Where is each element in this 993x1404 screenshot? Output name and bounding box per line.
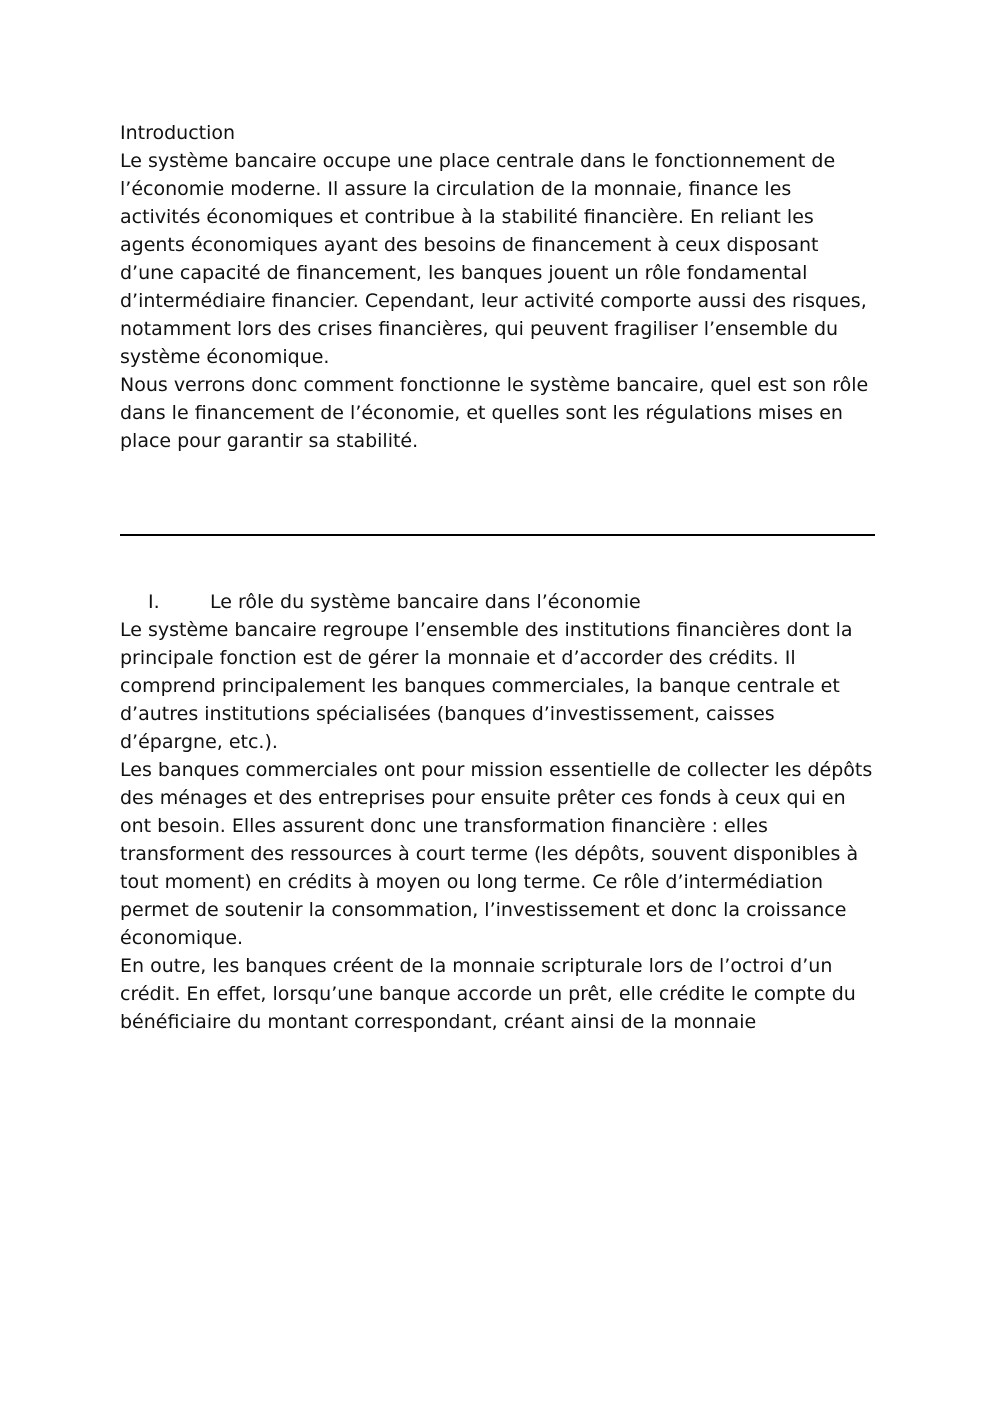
section-1-heading [120,588,875,616]
intro-heading: Introduction [120,122,236,144]
section-divider [120,534,875,536]
section-1-paragraph-2: Les banques commerciales ont pour mission essentielle de collecter les dépôts des ménages et des entreprises pour ensuite prêter ces fonds à ceux qui en ont besoin. Elles assurent donc une transformation financière : elles transforment des ressources à court terme (les dépôts, souvent disponibles à tout moment) en crédits à moyen ou long terme. Ce rôle d’intermédiation permet de soutenir la consommation, l’investissement et donc la croissance économique. [120,759,873,949]
section-1-title: Le rôle du système bancaire dans l’économie [210,591,641,613]
intro-paragraph-2: Nous verrons donc comment fonctionne le système bancaire, quel est son rôle dans le financement de l’économie, et quelles sont les régulations mises en place pour garantir sa stabilité. [120,374,869,452]
intro-paragraph-1: Le système bancaire occupe une place centrale dans le fonctionnement de l’économie moderne. Il assure la circulation de la monnaie, finance les activités économiques et contribue à la stabilité financière. En reliant les agents économiques ayant des besoins de financement à ceux disposant d’une capacité de financement, les banques jouent un rôle fondamental d’intermédiaire financier. Cependant, leur activité comporte aussi des risques, notamment lors des crises financières, qui peuvent fragiliser l’ensemble du système économique. [120,150,867,368]
section-1-paragraph-1: Le système bancaire regroupe l’ensemble des institutions financières dont la principale fonction est de gérer la monnaie et d’accorder des crédits. Il comprend principalement les banques commerciales, la banque centrale et d’autres institutions spécialisées (banques d’investissement, caisses d’épargne, etc.). [120,619,853,753]
section-1-number: I. [148,591,160,613]
section-1-paragraph-3: En outre, les banques créent de la monnaie scripturale lors de l’octroi d’un crédit. En effet, lorsqu’une banque accorde un prêt, elle crédite le compte du bénéficiaire du montant correspondant, créant ainsi de la monnaie [120,955,856,1033]
